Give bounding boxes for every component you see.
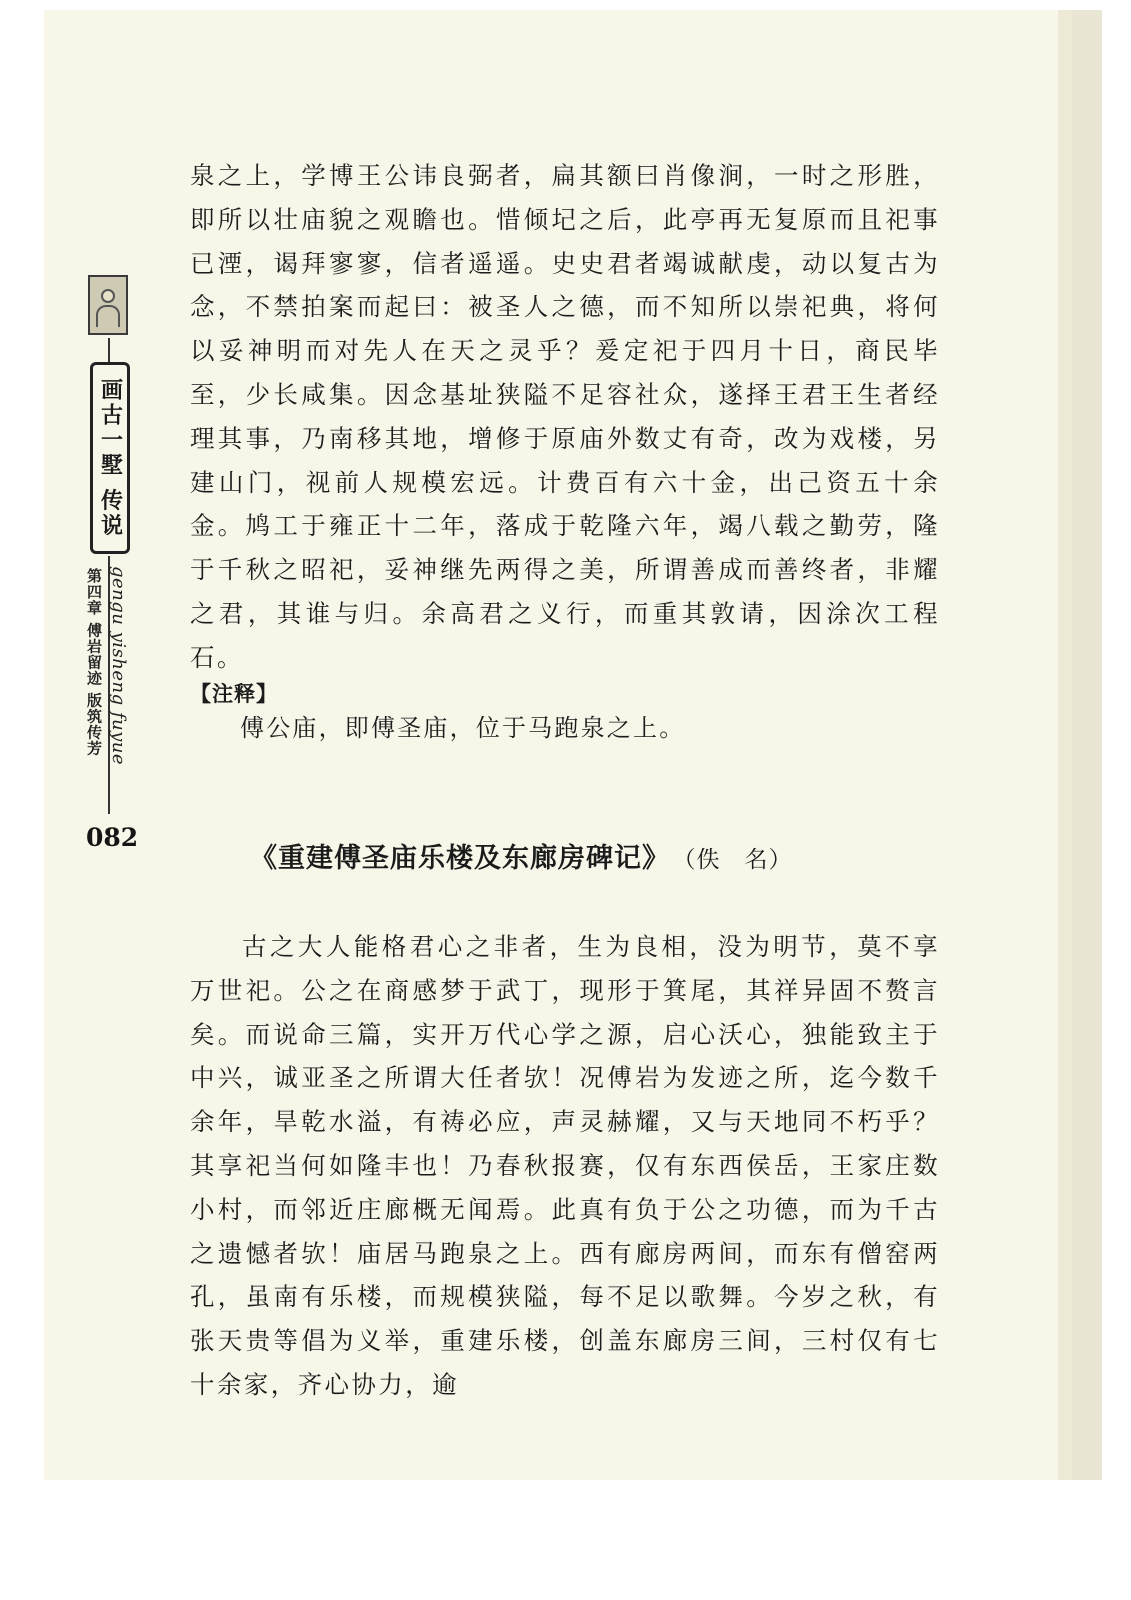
section-author: （佚 名） (684, 847, 793, 873)
portrait-icon (88, 275, 128, 335)
paragraph-2: 古之大人能格君心之非者，生为良相，没为明节，莫不享万世祀。公之在商感梦于武丁，现形于箕尾，其祥异固不赘言矣。而说命三篇，实开万代心学之源，启心沃心，独能致主于中兴，诚亚圣之所谓大任者欤！况傅岩为发迹之所，迄今数千余年，旱乾水溢，有祷必应，声灵赫耀，又与天地同不朽乎？其享祀当何如隆丰也！乃春秋报赛，仅有东西侯岳，王家庄数小村，而邻近庄廊概无闻焉。此真有负于公之功德，而为千古之遗憾者欤！庙居马跑泉之上。西有廊房两间，而东有僧窑两孔，虽南有乐楼，而规模狭隘，每不足以歌舞。今岁之秋，有张天贵等倡为义举，重建乐楼，创盖东廊房三间，三村仅有七十余家，齐心协力，逾 (190, 932, 940, 1399)
portrait-robe-icon (96, 305, 120, 327)
section-heading (250, 836, 793, 875)
chapter-label: 第四章 傅岩留迹 版筑传芳 (85, 568, 103, 757)
page-edge-shadow (1072, 10, 1102, 1480)
page-number: 082 (86, 823, 139, 852)
series-title-box (90, 362, 130, 554)
paragraph-1: 泉之上，学博王公讳良弼者，扁其额曰肖像涧，一时之形胜，即所以壮庙貌之观瞻也。惜倾圮之后，此亭再无复原而且祀事已湮，谒拜寥寥，信者遥遥。史史君者竭诚献虔，动以复古为念，不禁拍案而起曰：被圣人之德，而不知所以崇祀典，将何以妥神明而对先人在天之灵乎？爰定祀于四月十日，商民毕至，少长咸集。因念基址狭隘不足容社众，遂择王君王生者经理其事，乃南移其地，增修于原庙外数丈有奇，改为戏楼，另建山门，视前人规模宏远。计费百有六十金，出己资五十余金。鸠工于雍正十二年，落成于乾隆六年，竭八载之勤劳，隆于千秋之昭祀，妥神继先两得之美，所谓善成而善终者，非耀之君，其谁与归。余高君之义行，而重其敦请，因涂次工程石。 (190, 161, 940, 672)
series-title: 画古一墅 传说 (97, 377, 123, 539)
portrait-head-icon (101, 289, 115, 303)
section-title: 《重建傅圣庙乐楼及东廊房碑记》 (250, 843, 670, 874)
margin-rule-top (108, 338, 110, 362)
series-pinyin: gengu yisheng fuyue (108, 566, 129, 766)
note-label: 【注释】 (190, 682, 278, 706)
note-text: 傅公庙，即傅圣庙，位于马跑泉之上。 (240, 714, 686, 742)
